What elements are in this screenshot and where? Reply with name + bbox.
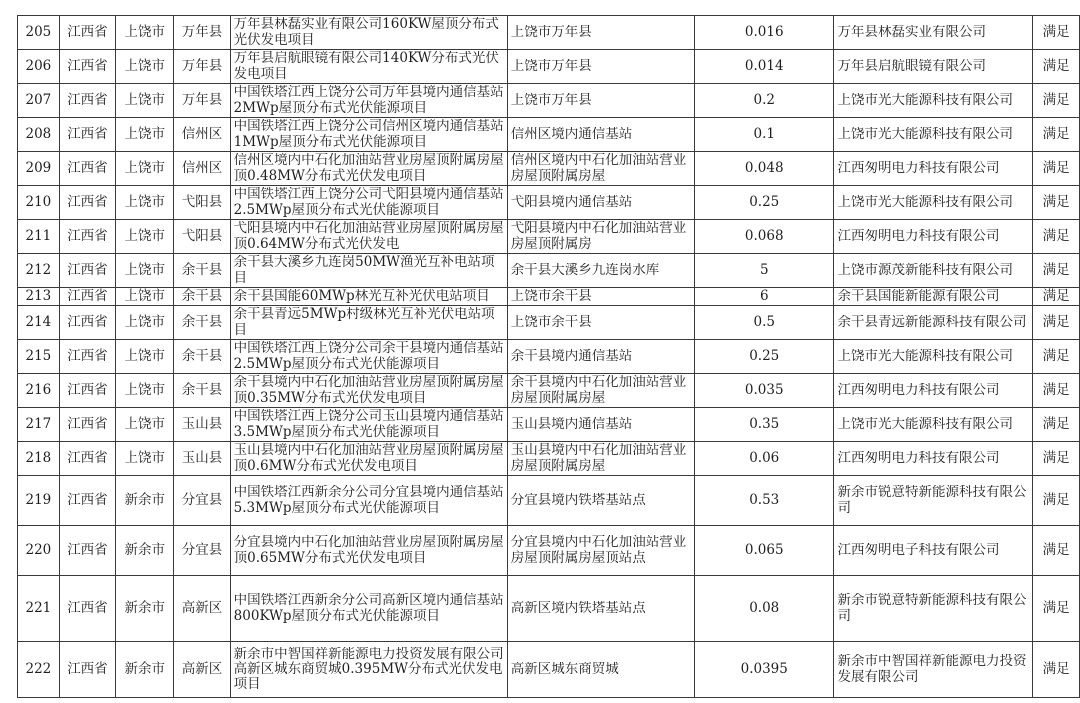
table-row bbox=[18, 340, 1080, 374]
table-row bbox=[18, 442, 1080, 476]
row-number: 214 bbox=[18, 306, 60, 340]
company-cell: 余干县青远新能源科技有限公司 bbox=[834, 306, 1033, 340]
province-cell: 江西省 bbox=[59, 642, 115, 698]
capacity-cell: 0.035 bbox=[695, 374, 834, 408]
row-number: 209 bbox=[18, 152, 60, 186]
table-row bbox=[18, 476, 1080, 526]
row-number: 221 bbox=[18, 576, 60, 642]
location-cell: 余干县境内通信基站 bbox=[507, 340, 694, 374]
status-cell: 满足 bbox=[1033, 84, 1080, 118]
capacity-cell: 0.048 bbox=[695, 152, 834, 186]
province-cell: 江西省 bbox=[59, 220, 115, 254]
project-name-cell: 余干县境内中石化加油站营业房屋顶附属房屋顶0.35MW分布式光伏发电项目 bbox=[230, 374, 507, 408]
company-cell: 上饶市源茂新能科技有限公司 bbox=[834, 254, 1033, 288]
location-cell: 上饶市万年县 bbox=[507, 50, 694, 84]
status-cell: 满足 bbox=[1033, 642, 1080, 698]
table-row bbox=[18, 642, 1080, 698]
status-cell: 满足 bbox=[1033, 288, 1080, 306]
county-cell: 余干县 bbox=[174, 374, 230, 408]
province-cell: 江西省 bbox=[59, 84, 115, 118]
status-cell: 满足 bbox=[1033, 306, 1080, 340]
project-name-cell: 中国铁塔江西上饶分公司弋阳县境内通信基站2.5MWp屋顶分布式光伏能源项目 bbox=[230, 186, 507, 220]
city-cell: 上饶市 bbox=[116, 50, 174, 84]
city-cell: 上饶市 bbox=[116, 118, 174, 152]
table-row bbox=[18, 152, 1080, 186]
location-cell: 上饶市余干县 bbox=[507, 288, 694, 306]
project-name-cell: 余干县青远5MWp村级林光互补光伏电站项目 bbox=[230, 306, 507, 340]
table-row bbox=[18, 186, 1080, 220]
city-cell: 新余市 bbox=[116, 642, 174, 698]
row-number: 205 bbox=[18, 16, 60, 50]
province-cell: 江西省 bbox=[59, 254, 115, 288]
project-name-cell: 中国铁塔江西上饶分公司余干县境内通信基站2.5MWp屋顶分布式光伏能源项目 bbox=[230, 340, 507, 374]
location-cell: 分宜县境内铁塔基站点 bbox=[507, 476, 694, 526]
table-row bbox=[18, 306, 1080, 340]
row-number: 212 bbox=[18, 254, 60, 288]
status-cell: 满足 bbox=[1033, 442, 1080, 476]
capacity-cell: 0.065 bbox=[695, 526, 834, 576]
table-body bbox=[18, 16, 1080, 698]
table-row bbox=[18, 118, 1080, 152]
location-cell: 分宜县境内中石化加油站营业房屋顶附属房屋顶站点 bbox=[507, 526, 694, 576]
company-cell: 上饶市光大能源科技有限公司 bbox=[834, 186, 1033, 220]
capacity-cell: 0.0395 bbox=[695, 642, 834, 698]
company-cell: 上饶市光大能源科技有限公司 bbox=[834, 118, 1033, 152]
province-cell: 江西省 bbox=[59, 152, 115, 186]
location-cell: 弋阳县境内中石化加油站营业房屋顶附属房 bbox=[507, 220, 694, 254]
table-row bbox=[18, 84, 1080, 118]
table-row bbox=[18, 254, 1080, 288]
county-cell: 高新区 bbox=[174, 642, 230, 698]
status-cell: 满足 bbox=[1033, 220, 1080, 254]
project-name-cell: 万年县林磊实业有限公司160KW屋顶分布式光伏发电项目 bbox=[230, 16, 507, 50]
company-cell: 新余市锐意特新能源科技有限公司 bbox=[834, 576, 1033, 642]
company-cell: 江西匆明电力科技有限公司 bbox=[834, 220, 1033, 254]
status-cell: 满足 bbox=[1033, 526, 1080, 576]
county-cell: 信州区 bbox=[174, 118, 230, 152]
table-row bbox=[18, 576, 1080, 642]
company-cell: 万年县林磊实业有限公司 bbox=[834, 16, 1033, 50]
project-name-cell: 玉山县境内中石化加油站营业房屋顶附属房屋顶0.6MW分布式光伏发电项目 bbox=[230, 442, 507, 476]
county-cell: 弋阳县 bbox=[174, 186, 230, 220]
status-cell: 满足 bbox=[1033, 374, 1080, 408]
project-name-cell: 中国铁塔江西上饶分公司万年县境内通信基站2MWp屋顶分布式光伏能源项目 bbox=[230, 84, 507, 118]
row-number: 207 bbox=[18, 84, 60, 118]
row-number: 222 bbox=[18, 642, 60, 698]
county-cell: 万年县 bbox=[174, 16, 230, 50]
company-cell: 江西匆明电力科技有限公司 bbox=[834, 442, 1033, 476]
row-number: 210 bbox=[18, 186, 60, 220]
status-cell: 满足 bbox=[1033, 576, 1080, 642]
row-number: 211 bbox=[18, 220, 60, 254]
status-cell: 满足 bbox=[1033, 254, 1080, 288]
location-cell: 高新区境内铁塔基站点 bbox=[507, 576, 694, 642]
location-cell: 弋阳县境内通信基站 bbox=[507, 186, 694, 220]
capacity-cell: 0.08 bbox=[695, 576, 834, 642]
county-cell: 分宜县 bbox=[174, 476, 230, 526]
location-cell: 信州区境内中石化加油站营业房屋顶附属房屋 bbox=[507, 152, 694, 186]
capacity-cell: 5 bbox=[695, 254, 834, 288]
location-cell: 高新区城东商贸城 bbox=[507, 642, 694, 698]
project-name-cell: 万年县启航眼镜有限公司140KW分布式光伏发电项目 bbox=[230, 50, 507, 84]
table-row bbox=[18, 288, 1080, 306]
city-cell: 上饶市 bbox=[116, 374, 174, 408]
table-row bbox=[18, 526, 1080, 576]
status-cell: 满足 bbox=[1033, 340, 1080, 374]
row-number: 213 bbox=[18, 288, 60, 306]
row-number: 218 bbox=[18, 442, 60, 476]
project-name-cell: 新余市中智国祥新能源电力投资发展有限公司高新区城东商贸城0.395MW分布式光伏发电项目 bbox=[230, 642, 507, 698]
location-cell: 玉山县境内中石化加油站营业房屋顶附属房屋 bbox=[507, 442, 694, 476]
status-cell: 满足 bbox=[1033, 16, 1080, 50]
location-cell: 上饶市万年县 bbox=[507, 16, 694, 50]
county-cell: 余干县 bbox=[174, 340, 230, 374]
province-cell: 江西省 bbox=[59, 576, 115, 642]
status-cell: 满足 bbox=[1033, 186, 1080, 220]
row-number: 219 bbox=[18, 476, 60, 526]
city-cell: 上饶市 bbox=[116, 306, 174, 340]
capacity-cell: 0.068 bbox=[695, 220, 834, 254]
capacity-cell: 0.016 bbox=[695, 16, 834, 50]
province-cell: 江西省 bbox=[59, 442, 115, 476]
company-cell: 江西匆明电力科技有限公司 bbox=[834, 374, 1033, 408]
row-number: 208 bbox=[18, 118, 60, 152]
status-cell: 满足 bbox=[1033, 118, 1080, 152]
capacity-cell: 0.2 bbox=[695, 84, 834, 118]
city-cell: 上饶市 bbox=[116, 408, 174, 442]
capacity-cell: 0.25 bbox=[695, 186, 834, 220]
location-cell: 信州区境内通信基站 bbox=[507, 118, 694, 152]
project-name-cell: 余干县国能60MWp林光互补光伏电站项目 bbox=[230, 288, 507, 306]
county-cell: 高新区 bbox=[174, 576, 230, 642]
table-row bbox=[18, 220, 1080, 254]
capacity-cell: 0.35 bbox=[695, 408, 834, 442]
city-cell: 上饶市 bbox=[116, 220, 174, 254]
province-cell: 江西省 bbox=[59, 526, 115, 576]
county-cell: 余干县 bbox=[174, 306, 230, 340]
county-cell: 玉山县 bbox=[174, 408, 230, 442]
county-cell: 弋阳县 bbox=[174, 220, 230, 254]
row-number: 215 bbox=[18, 340, 60, 374]
city-cell: 上饶市 bbox=[116, 16, 174, 50]
company-cell: 万年县启航眼镜有限公司 bbox=[834, 50, 1033, 84]
table-row bbox=[18, 50, 1080, 84]
city-cell: 上饶市 bbox=[116, 288, 174, 306]
company-cell: 上饶市光大能源科技有限公司 bbox=[834, 340, 1033, 374]
status-cell: 满足 bbox=[1033, 408, 1080, 442]
location-cell: 上饶市万年县 bbox=[507, 84, 694, 118]
location-cell: 余干县境内中石化加油站营业房屋顶附属房屋 bbox=[507, 374, 694, 408]
status-cell: 满足 bbox=[1033, 152, 1080, 186]
city-cell: 新余市 bbox=[116, 526, 174, 576]
status-cell: 满足 bbox=[1033, 50, 1080, 84]
city-cell: 上饶市 bbox=[116, 84, 174, 118]
city-cell: 上饶市 bbox=[116, 152, 174, 186]
county-cell: 玉山县 bbox=[174, 442, 230, 476]
capacity-cell: 6 bbox=[695, 288, 834, 306]
county-cell: 万年县 bbox=[174, 84, 230, 118]
county-cell: 余干县 bbox=[174, 254, 230, 288]
table-row bbox=[18, 16, 1080, 50]
city-cell: 上饶市 bbox=[116, 254, 174, 288]
capacity-cell: 0.5 bbox=[695, 306, 834, 340]
project-name-cell: 余干县大溪乡九连岗50MW渔光互补电站项目 bbox=[230, 254, 507, 288]
project-name-cell: 信州区境内中石化加油站营业房屋顶附属房屋顶0.48MW分布式光伏发电项目 bbox=[230, 152, 507, 186]
location-cell: 余干县大溪乡九连岗水库 bbox=[507, 254, 694, 288]
province-cell: 江西省 bbox=[59, 476, 115, 526]
province-cell: 江西省 bbox=[59, 50, 115, 84]
county-cell: 信州区 bbox=[174, 152, 230, 186]
province-cell: 江西省 bbox=[59, 118, 115, 152]
province-cell: 江西省 bbox=[59, 16, 115, 50]
province-cell: 江西省 bbox=[59, 374, 115, 408]
city-cell: 上饶市 bbox=[116, 340, 174, 374]
row-number: 220 bbox=[18, 526, 60, 576]
company-cell: 新余市中智国祥新能源电力投资发展有限公司 bbox=[834, 642, 1033, 698]
company-cell: 新余市锐意特新能源科技有限公司 bbox=[834, 476, 1033, 526]
province-cell: 江西省 bbox=[59, 186, 115, 220]
province-cell: 江西省 bbox=[59, 408, 115, 442]
capacity-cell: 0.25 bbox=[695, 340, 834, 374]
project-name-cell: 弋阳县境内中石化加油站营业房屋顶附属房屋顶0.64MW分布式光伏发电 bbox=[230, 220, 507, 254]
county-cell: 万年县 bbox=[174, 50, 230, 84]
project-name-cell: 中国铁塔江西新余分公司分宜县境内通信基站5.3MWp屋顶分布式光伏能源项目 bbox=[230, 476, 507, 526]
project-name-cell: 中国铁塔江西新余分公司高新区境内通信基站800KWp屋顶分布式光伏能源项目 bbox=[230, 576, 507, 642]
province-cell: 江西省 bbox=[59, 288, 115, 306]
company-cell: 江西匆明电子科技有限公司 bbox=[834, 526, 1033, 576]
capacity-cell: 0.1 bbox=[695, 118, 834, 152]
county-cell: 余干县 bbox=[174, 288, 230, 306]
capacity-cell: 0.014 bbox=[695, 50, 834, 84]
project-name-cell: 分宜县境内中石化加油站营业房屋顶附属房屋顶0.65MW分布式光伏发电项目 bbox=[230, 526, 507, 576]
city-cell: 新余市 bbox=[116, 576, 174, 642]
table-row bbox=[18, 408, 1080, 442]
province-cell: 江西省 bbox=[59, 306, 115, 340]
table-row bbox=[18, 374, 1080, 408]
province-cell: 江西省 bbox=[59, 340, 115, 374]
project-name-cell: 中国铁塔江西上饶分公司玉山县境内通信基站3.5MWp屋顶分布式光伏能源项目 bbox=[230, 408, 507, 442]
status-cell: 满足 bbox=[1033, 476, 1080, 526]
row-number: 206 bbox=[18, 50, 60, 84]
city-cell: 上饶市 bbox=[116, 186, 174, 220]
row-number: 216 bbox=[18, 374, 60, 408]
city-cell: 上饶市 bbox=[116, 442, 174, 476]
company-cell: 上饶市光大能源科技有限公司 bbox=[834, 408, 1033, 442]
project-table bbox=[17, 15, 1080, 698]
company-cell: 余干县国能新能源有限公司 bbox=[834, 288, 1033, 306]
company-cell: 江西匆明电力科技有限公司 bbox=[834, 152, 1033, 186]
location-cell: 上饶市余干县 bbox=[507, 306, 694, 340]
capacity-cell: 0.53 bbox=[695, 476, 834, 526]
row-number: 217 bbox=[18, 408, 60, 442]
project-name-cell: 中国铁塔江西上饶分公司信州区境内通信基站1MWp屋顶分布式光伏能源项目 bbox=[230, 118, 507, 152]
location-cell: 玉山县境内通信基站 bbox=[507, 408, 694, 442]
capacity-cell: 0.06 bbox=[695, 442, 834, 476]
city-cell: 新余市 bbox=[116, 476, 174, 526]
company-cell: 上饶市光大能源科技有限公司 bbox=[834, 84, 1033, 118]
county-cell: 分宜县 bbox=[174, 526, 230, 576]
